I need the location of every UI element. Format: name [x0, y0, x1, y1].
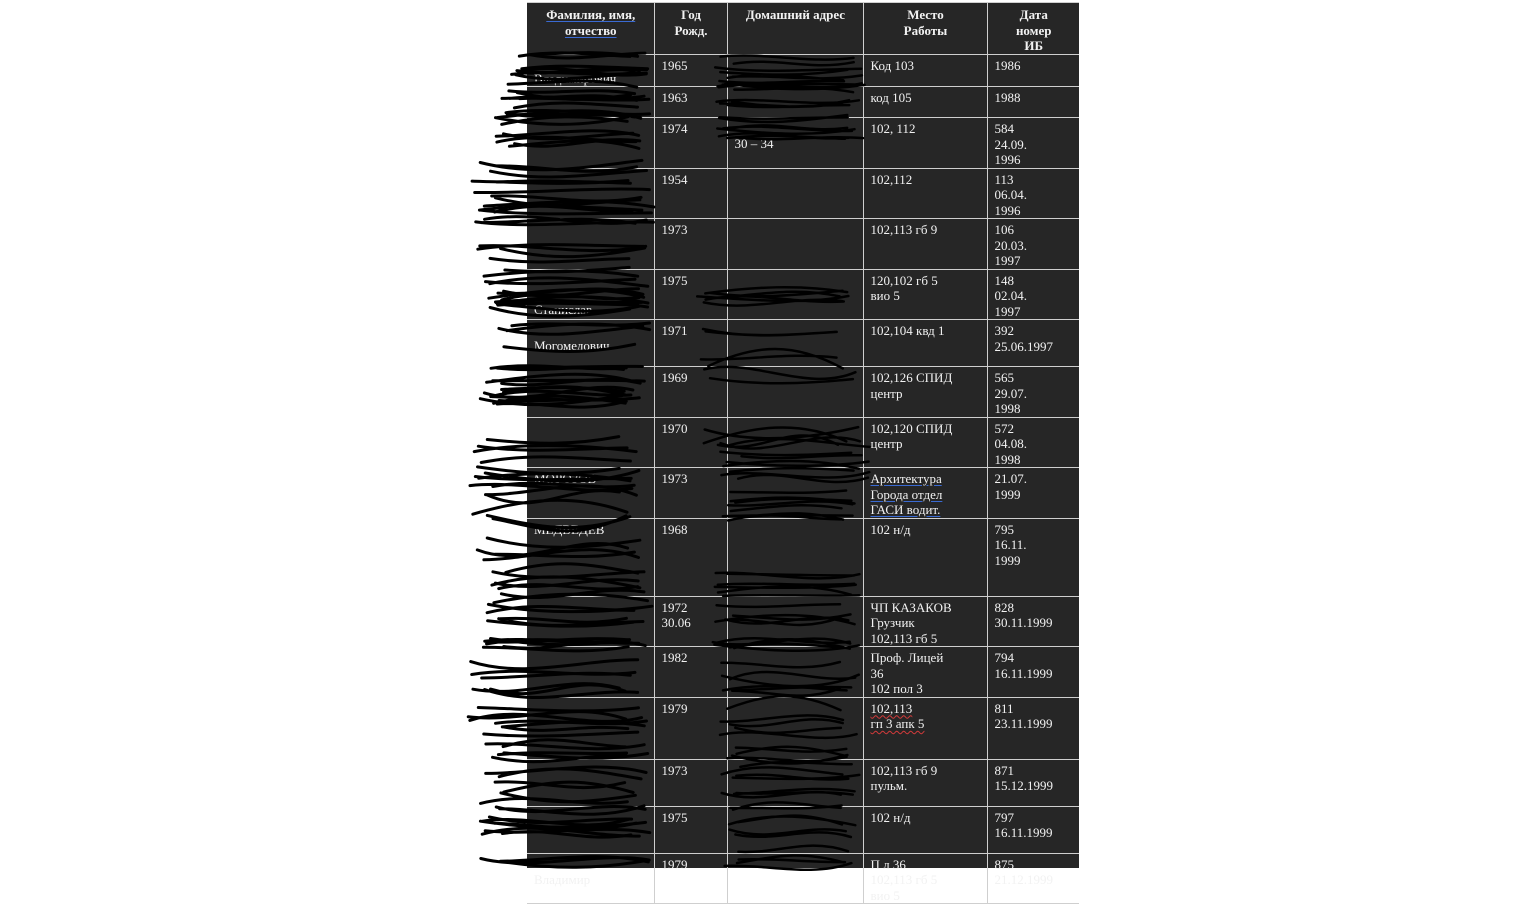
date-cell: 795 16.11. 1999 — [987, 518, 1079, 596]
table-row — [527, 759, 1079, 806]
address-cell — [727, 54, 863, 87]
year-cell: 1973 — [654, 468, 727, 519]
work-cell: Код 103 — [863, 54, 987, 87]
header-birth-year: Год Рожд. — [654, 3, 727, 55]
date-cell: 794 16.11.1999 — [987, 647, 1079, 698]
name-cell — [527, 759, 654, 806]
name-cell — [527, 118, 654, 169]
table-row — [527, 647, 1079, 698]
year-cell: 1973 — [654, 759, 727, 806]
work-cell: Проф. Лицей 36 102 пол 3 — [863, 647, 987, 698]
name-cell: МОРОЗОВ — [527, 468, 654, 519]
work-cell: П л 36 102,113 гб 5 вио 5 — [863, 853, 987, 904]
patient-records-table — [527, 2, 1079, 904]
header-name: Фамилия, имя, отчество — [527, 3, 654, 55]
table-row — [527, 468, 1079, 519]
year-cell: 1974 — [654, 118, 727, 169]
address-cell — [727, 468, 863, 519]
address-cell — [727, 759, 863, 806]
date-cell: 565 29.07. 1998 — [987, 367, 1079, 418]
table-row — [527, 87, 1079, 118]
scanned-document — [527, 2, 1079, 903]
work-cell: 102,120 СПИД центр — [863, 417, 987, 468]
work-cell: 102,126 СПИД центр — [863, 367, 987, 418]
date-cell: 106 20.03. 1997 — [987, 219, 1079, 270]
work-cell: Архитектура Города отдел ГАСИ водит. — [863, 468, 987, 519]
table-row — [527, 320, 1079, 367]
name-cell — [527, 697, 654, 759]
date-cell: 811 23.11.1999 — [987, 697, 1079, 759]
name-cell — [527, 219, 654, 270]
date-cell: 875 21.12.1999 — [987, 853, 1079, 904]
name-cell — [527, 168, 654, 219]
table-row — [527, 518, 1079, 596]
date-cell: 21.07. 1999 — [987, 468, 1079, 519]
work-cell: 102 н/д — [863, 518, 987, 596]
name-cell — [527, 596, 654, 647]
year-cell: 1971 — [654, 320, 727, 367]
table-row — [527, 168, 1079, 219]
address-cell — [727, 168, 863, 219]
date-cell: 584 24.09. 1996 — [987, 118, 1079, 169]
work-cell: ЧП КАЗАКОВ Грузчик 102,113 гб 5 — [863, 596, 987, 647]
work-cell: 102,113 гб 9 пульм. — [863, 759, 987, 806]
address-cell — [727, 87, 863, 118]
work-cell: 102,112 — [863, 168, 987, 219]
work-cell: код 105 — [863, 87, 987, 118]
year-cell: 1969 — [654, 367, 727, 418]
name-cell — [527, 806, 654, 853]
name-cell — [527, 87, 654, 118]
address-cell — [727, 269, 863, 320]
year-cell: 1975 — [654, 269, 727, 320]
year-cell: 1968 — [654, 518, 727, 596]
table-header-row — [527, 3, 1079, 55]
address-cell — [727, 596, 863, 647]
name-cell — [527, 647, 654, 698]
name-cell: Станислав — [527, 269, 654, 320]
name-cell — [527, 417, 654, 468]
address-cell — [727, 518, 863, 596]
table-row — [527, 269, 1079, 320]
table-row — [527, 853, 1079, 904]
year-cell: 1970 — [654, 417, 727, 468]
work-cell: 120,102 гб 5 вио 5 — [863, 269, 987, 320]
address-cell — [727, 853, 863, 904]
table-row — [527, 219, 1079, 270]
table-row — [527, 118, 1079, 169]
table-row — [527, 806, 1079, 853]
address-cell — [727, 697, 863, 759]
date-cell: 1988 — [987, 87, 1079, 118]
work-cell: 102 н/д — [863, 806, 987, 853]
date-cell: 113 06.04. 1996 — [987, 168, 1079, 219]
work-cell: 102,113 гп 3 апк 5 — [863, 697, 987, 759]
table-row — [527, 596, 1079, 647]
date-cell: 871 15.12.1999 — [987, 759, 1079, 806]
date-cell: 797 16.11.1999 — [987, 806, 1079, 853]
table-row — [527, 367, 1079, 418]
year-cell: 1954 — [654, 168, 727, 219]
work-cell: 102,113 гб 9 — [863, 219, 987, 270]
year-cell: 1973 — [654, 219, 727, 270]
name-cell: Владимирович — [527, 54, 654, 87]
address-cell — [727, 806, 863, 853]
date-cell: 828 30.11.1999 — [987, 596, 1079, 647]
header-home-address: Домашний адрес — [727, 3, 863, 55]
date-cell: 392 25.06.1997 — [987, 320, 1079, 367]
year-cell: 1979 — [654, 853, 727, 904]
year-cell: 1979 — [654, 697, 727, 759]
address-cell — [727, 219, 863, 270]
year-cell: 1965 — [654, 54, 727, 87]
year-cell: 1982 — [654, 647, 727, 698]
work-cell: 102,104 квд 1 — [863, 320, 987, 367]
name-cell: МЕДВЕДЕВ — [527, 518, 654, 596]
year-cell: 1963 — [654, 87, 727, 118]
address-cell — [727, 367, 863, 418]
table-row — [527, 54, 1079, 87]
year-cell: 1975 — [654, 806, 727, 853]
header-workplace: Место Работы — [863, 3, 987, 55]
date-cell: 148 02.04. 1997 — [987, 269, 1079, 320]
date-cell: 1986 — [987, 54, 1079, 87]
address-cell — [727, 647, 863, 698]
year-cell: 1972 30.06 — [654, 596, 727, 647]
table-row — [527, 697, 1079, 759]
work-cell: 102, 112 — [863, 118, 987, 169]
name-cell: Могомедович — [527, 320, 654, 367]
header-date-number: Дата номер ИБ — [987, 3, 1079, 55]
table-row — [527, 417, 1079, 468]
date-cell: 572 04.08. 1998 — [987, 417, 1079, 468]
address-cell — [727, 417, 863, 468]
name-cell — [527, 367, 654, 418]
address-cell: 30 – 34 — [727, 118, 863, 169]
address-cell — [727, 320, 863, 367]
name-cell: Владимир — [527, 853, 654, 904]
